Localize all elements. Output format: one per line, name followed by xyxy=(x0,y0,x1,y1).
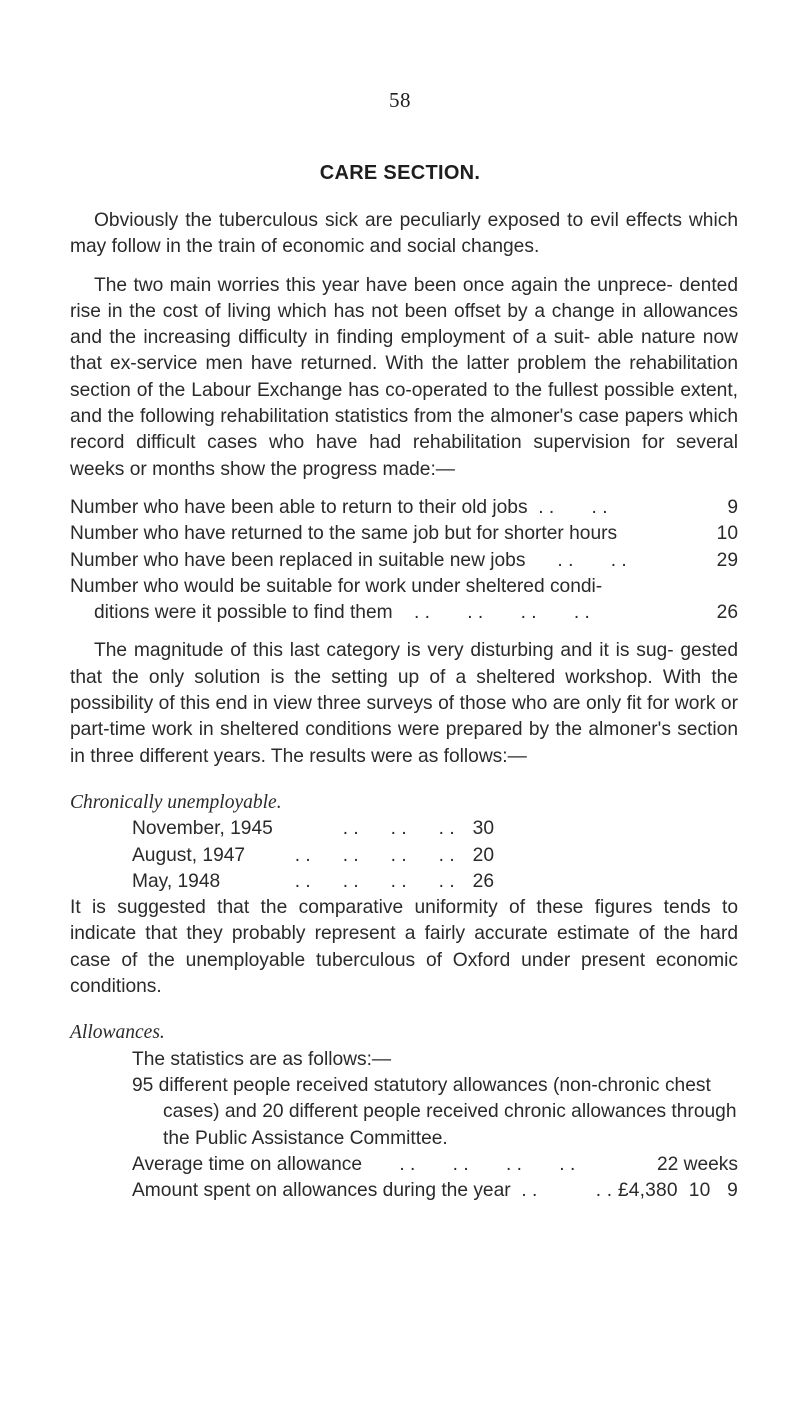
body-text xyxy=(70,208,738,1204)
amount-value: . . £4,380 10 9 xyxy=(595,1180,738,1202)
allowances-item-line3: the Public Assistance Committee. xyxy=(163,1127,448,1149)
chronic-value: 20 xyxy=(472,844,494,866)
stat-value: 29 xyxy=(716,549,738,571)
stat-row-shorter-hours xyxy=(70,521,738,547)
stat-label: Number who would be suitable for work under sheltered condi- xyxy=(70,575,603,597)
page-number: 58 xyxy=(389,88,411,112)
chronic-leader: . . . . . . . . xyxy=(294,870,455,892)
allowances-item-line2: cases) and 20 different people received chronic allowances through xyxy=(163,1101,737,1123)
allowances-lead: The statistics are as follows:— xyxy=(132,1048,392,1070)
paragraph-magnitude: The magnitude of this last category is very disturbing and it is sug- gested that the only solution is the setting up of a sheltered workshop. With the possibility of this end in view three surveys of those who are only fit for work or part-time work in sheltered conditions were prepared by the almoner's section in three different years. The results were as follows:— xyxy=(70,640,738,767)
stat-label: Number who have returned to the same job but for shorter hours xyxy=(70,523,618,545)
allowances-amount-row xyxy=(70,1178,738,1204)
stat-row-old-jobs xyxy=(70,495,738,521)
chronic-leader: . . . . . . . . xyxy=(294,844,455,866)
chronic-date: November, 1945 xyxy=(132,818,273,840)
heading-chronically-unemployable: Chronically unemployable. xyxy=(70,791,282,813)
rehabilitation-stats xyxy=(70,495,738,626)
stat-label: Number who have been replaced in suitable new jobs . . . . xyxy=(70,549,627,571)
section-title: CARE SECTION. xyxy=(319,162,481,184)
amount-label: Amount spent on allowances during the year . . xyxy=(132,1180,538,1202)
average-label: Average time on allowance . . . . . . . . xyxy=(132,1153,576,1175)
chronic-date: August, 1947 xyxy=(132,844,246,866)
allowances-item-line1: 95 different people received statutory allowances (non-chronic chest xyxy=(132,1074,711,1096)
stat-row-new-jobs xyxy=(70,548,738,574)
paragraph-intro: Obviously the tuberculous sick are peculiarly exposed to evil effects which may follow in the train of economic and social changes. xyxy=(70,210,738,258)
stat-value: 9 xyxy=(727,496,738,518)
stat-row-sheltered-line2 xyxy=(70,600,738,626)
chronic-row-1947 xyxy=(132,843,494,869)
paragraph-worries: The two main worries this year have been once again the unprece- dented rise in the cost of living which has not been offset by a change in allowances and the increasing difficulty in finding employment of a suit- able nature now that ex-service men have returned. With the latter problem the rehabilitation section of the Labour Exchange has co-operated to the fullest possible extent, and the following rehabilitation statistics from the almoner's case papers which record difficult cases who have had rehabilitation supervision for several weeks or months show the progress made:— xyxy=(70,274,738,480)
chronic-leader: . . . . . . xyxy=(342,818,455,840)
average-value: 22 weeks xyxy=(656,1153,738,1175)
heading-allowances: Allowances. xyxy=(70,1022,165,1044)
stat-label: ditions were it possible to find them . . . . . . . . xyxy=(94,602,590,624)
chronic-row-1945 xyxy=(132,816,494,842)
allowances-average-row xyxy=(70,1152,738,1178)
stat-value: 26 xyxy=(716,602,738,624)
chronic-date: May, 1948 xyxy=(132,870,221,892)
chronic-table xyxy=(132,816,494,895)
stat-label: Number who have been able to return to their old jobs . . . . xyxy=(70,496,608,518)
chronic-value: 26 xyxy=(472,870,494,892)
paragraph-uniformity: It is suggested that the comparative uniformity of these figures tends to indicate that they probably represent a fairly accurate estimate of the hard case of the unemployable tuberculous of Oxford under present economic conditions. xyxy=(70,897,738,998)
chronic-value: 30 xyxy=(472,818,494,840)
stat-row-sheltered-line1 xyxy=(70,574,738,600)
stat-value: 10 xyxy=(716,523,738,545)
allowances-section xyxy=(70,1020,738,1204)
chronic-row-1948 xyxy=(132,869,494,895)
